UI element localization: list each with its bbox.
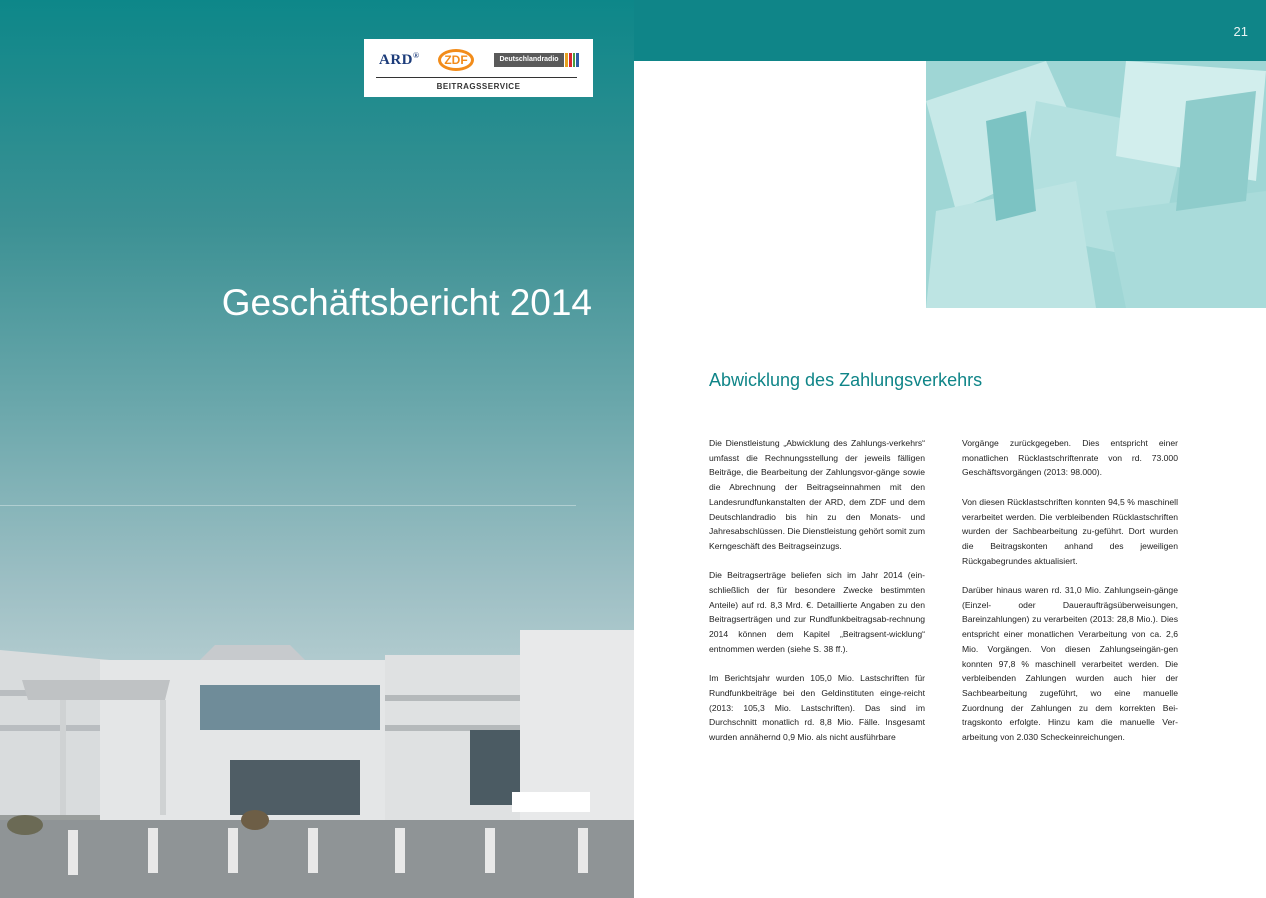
paragraph: Im Berichtsjahr wurden 105,0 Mio. Lastschriften für Rundfunkbeiträge bei den Geldinstituten einge-reicht (2013: 105,3 Mio. Lastschriften). Das sind im Durchschnitt monatlich rd. 8,8 Mio. Fälle. Insgesamt wurden annähernd 0,9 Mio. als nicht ausführbare	[709, 673, 925, 743]
deutschlandradio-bars-icon	[565, 53, 579, 67]
paragraph: Von diesen Rücklastschriften konnten 94,5 % maschinell verarbeitet werden. Die verbleibenden Rücklastschriften wurden der Sachbearbeitung zu-geführt. Dort wurden die Beitragskonten anhand des jeweiligen Rückgabegrundes aktualisiert.	[962, 496, 1178, 566]
paragraph: Darüber hinaus waren rd. 31,0 Mio. Zahlungsein-gänge (Einzel- oder Daueraufträgsüberweisungen, Bareinzahlungen) zu verarbeiten (2013: 28,8 Mio.). Dies entspricht einer monatlichen Verarbeitung von ca. 2,6 Mio. Vorgängen. Von diesen Zahlungseingän-gen konnten 97,8 % maschinell verarbeitet werden. Die verbleibenden Zahlungen wurden auch hier der Sachbearbeitung zugeführt, wo eine manuelle Zuordnung der Zahlungen zu dem korrekten Bei-tragskonto erfolgte. Hinzu kam die manuelle Ver-arbeitung von 2.030 Scheckeinreichungen.	[962, 585, 1178, 743]
deutschlandradio-logo: Deutschlandradio	[494, 53, 564, 67]
cover-title: Geschäftsbericht 2014	[221, 282, 592, 323]
horizontal-rule	[0, 505, 576, 506]
content-page	[634, 61, 1266, 898]
logo-divider	[376, 77, 577, 78]
euro-banknotes-photo	[926, 61, 1266, 308]
page-number: 21	[1233, 24, 1248, 39]
text-column-right	[962, 436, 1178, 759]
paragraph: Vorgänge zurückgegeben. Dies entspricht einer monatlichen Rücklastschriftenrate von rd. 73.000 Geschäftsvorgängen (2013: 98.000).	[962, 438, 1178, 478]
ard-logo: ARD®	[379, 51, 420, 68]
zdf-logo: ZDF	[438, 49, 474, 71]
beitragsservice-logo	[364, 39, 593, 97]
logo-subtitle: BEITRAGSSERVICE	[436, 82, 521, 91]
text-column-left	[709, 436, 925, 759]
building-photo	[0, 620, 634, 898]
section-heading: Abwicklung des Zahlungsverkehrs	[709, 370, 983, 390]
paragraph: Die Dienstleistung „Abwicklung des Zahlungs-verkehrs“ umfasst die Rechnungsstellung der jeweils fälligen Beiträge, die Bearbeitung der Zahlungsvor-gänge sowie die Abrechnung der Beitragseinnahmen mit den Landesrundfunkanstalten der ARD, dem ZDF und dem Deutschlandradio bis hin zu den Monats- und Jahresabschlüssen. Die Dienstleistung gehört somit zum Kerngeschäft des Beitragseinzugs.	[709, 438, 925, 551]
paragraph: Die Beitragserträge beliefen sich im Jahr 2014 (ein-schließlich der für besondere Zwecke bestimmten Anteile) auf rd. 8,3 Mrd. €. Detaillierte Angaben zu den Beitragserträgen und zur Rundfunkbeitragsab-rechnung 2014 können dem Kapitel „Beitragsent-wicklung“ entnommen werden (siehe S. 38 ff.).	[709, 570, 925, 654]
